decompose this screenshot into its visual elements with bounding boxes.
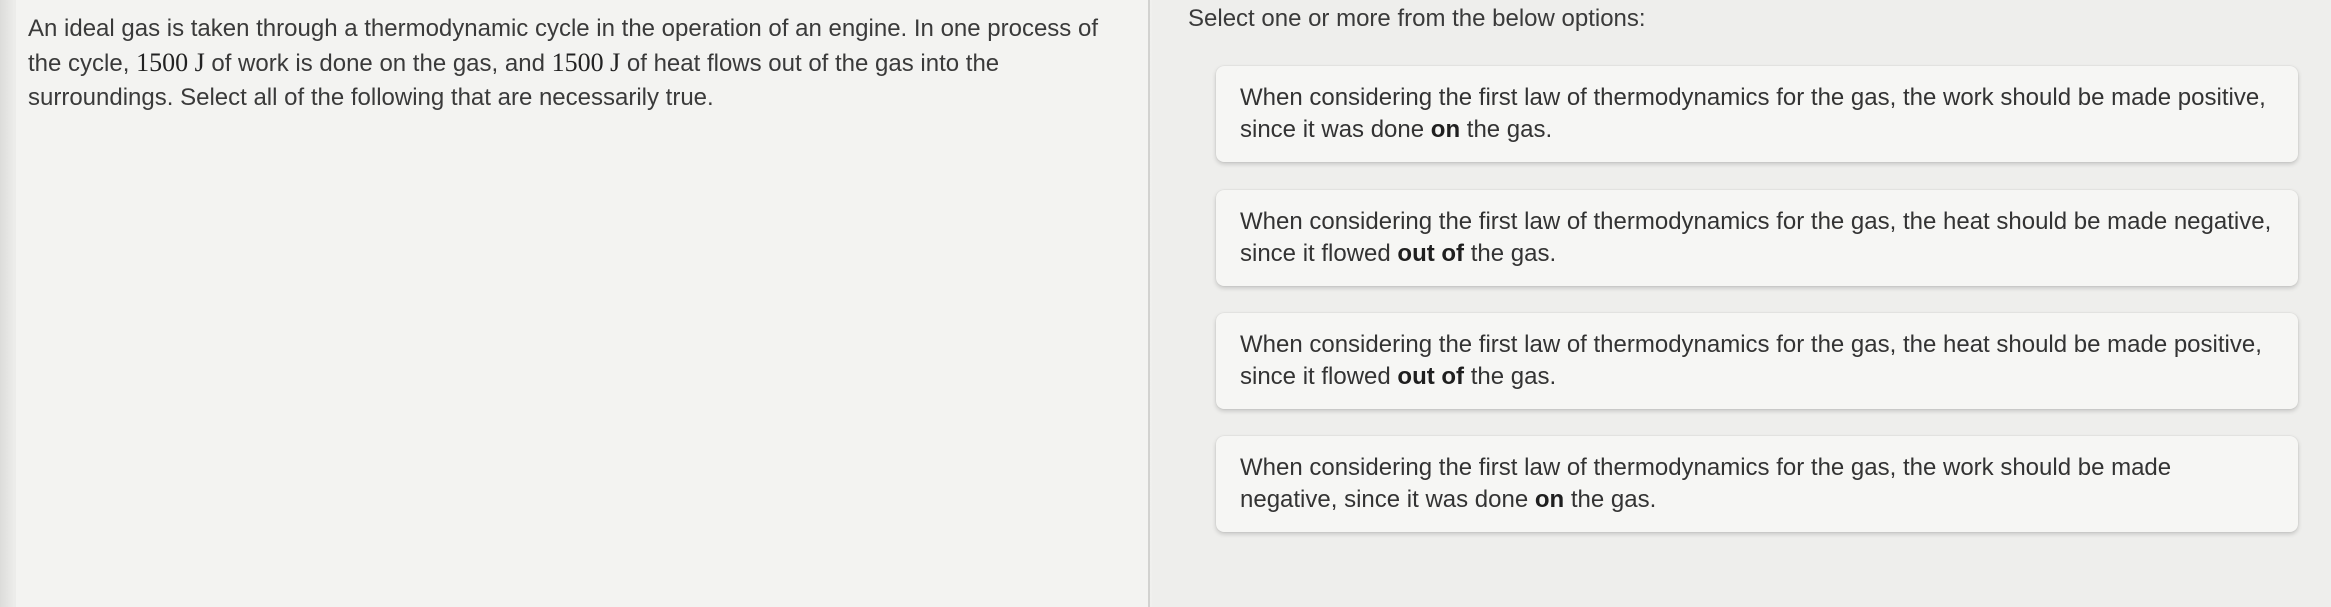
work-value: 1500 J: [136, 48, 205, 77]
option-2[interactable]: [1216, 190, 2298, 286]
option-2-text-before: When considering the first law of thermodynamics for the gas, the heat should be made negative, since it flowed: [1240, 208, 2272, 267]
options-prompt: Select one or more from the below options:: [1188, 5, 1646, 32]
option-3-text-after: the gas.: [1464, 363, 1557, 390]
heat-value: 1500 J: [551, 48, 621, 77]
option-4-text-bold: on: [1534, 486, 1565, 513]
question-part1: An ideal gas is taken through a thermodynamic cycle in the operation of an engine. In one process of the cycle,: [28, 15, 1098, 77]
option-3-text-before: When considering the first law of thermodynamics for the gas, the heat should be made positive, since it flowed: [1240, 331, 2262, 390]
question-part2: of work is done on the gas, and: [211, 50, 545, 77]
question-panel: [16, 0, 1150, 607]
option-2-text: [1240, 206, 2274, 270]
option-1-text-before: When considering the first law of thermodynamics for the gas, the work should be made positive, since it was done: [1240, 84, 2266, 143]
option-1-text-bold: on: [1430, 116, 1461, 143]
option-4-text: [1240, 452, 2274, 516]
option-1-text: [1240, 82, 2274, 146]
left-edge: [0, 0, 14, 607]
option-2-text-after: the gas.: [1464, 240, 1557, 267]
option-3-text-bold: out of: [1397, 363, 1465, 390]
option-4[interactable]: [1216, 436, 2298, 532]
option-3[interactable]: [1216, 313, 2298, 409]
option-2-text-bold: out of: [1397, 240, 1465, 267]
option-3-text: [1240, 329, 2274, 393]
option-4-text-before: When considering the first law of thermodynamics for the gas, the work should be made negative, since it was done: [1240, 454, 2172, 513]
options-panel: [1152, 0, 2331, 607]
option-4-text-after: the gas.: [1564, 486, 1657, 513]
option-1[interactable]: [1216, 66, 2298, 162]
option-1-text-after: the gas.: [1460, 116, 1553, 143]
question-part3: of heat flows out of the gas into the surroundings. Select all of the following that are necessarily true.: [28, 50, 1000, 111]
question-text: [28, 12, 1138, 115]
